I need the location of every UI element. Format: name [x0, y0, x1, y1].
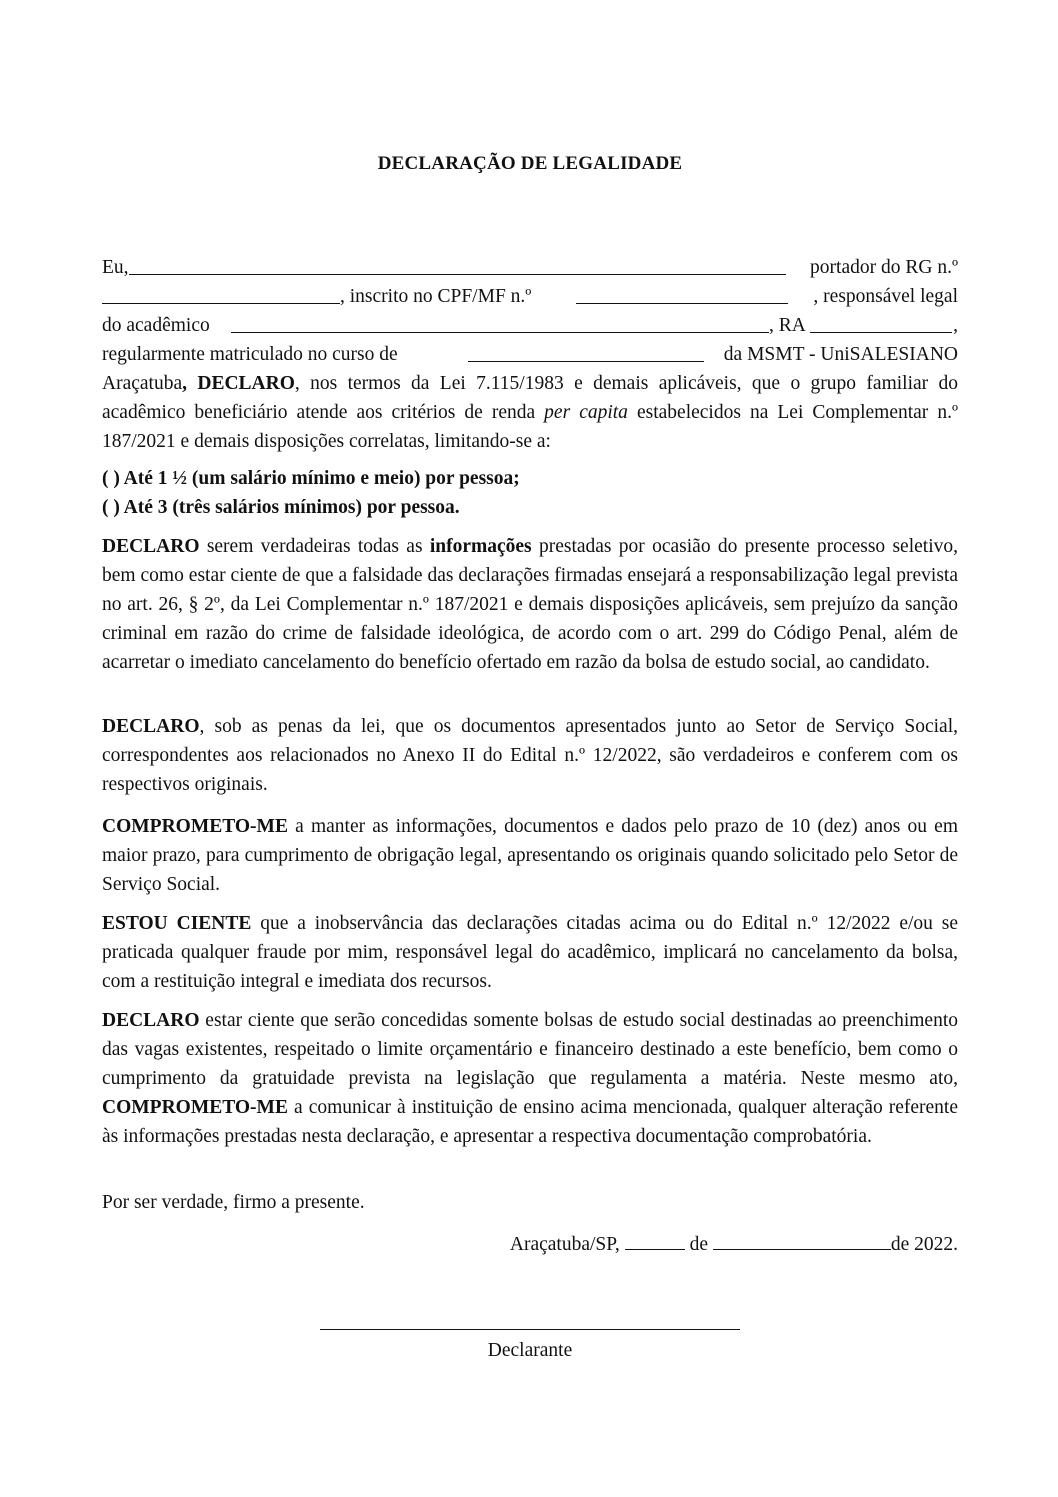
cpf-label: , inscrito no CPF/MF n.º	[340, 286, 532, 307]
student-label: do acadêmico	[102, 315, 210, 336]
option-3-salary[interactable]: ( ) Até 3 (três salários mínimos) por pessoa.	[102, 497, 460, 518]
declaro-paragraph-3	[102, 1006, 958, 1151]
ciente-paragraph	[102, 909, 958, 996]
p1-text-2: prestadas por ocasião do presente processo seletivo, bem como estar ciente de que a falsidade das declarações firmadas ensejará a responsabilização legal prevista no art. 26, § 2º, da Lei Complementar n.º 187/2021 e demais disposições aplicáveis, sem prejuízo da sanção criminal em razão do crime de falsidade ideológica, de acordo com o art. 299 do Código Penal, além de acarretar o imediato cancelamento do benefício ofertado em razão da bolsa de estudo social, ao candidato.	[102, 536, 958, 673]
p5-bold-2: COMPROMETO-ME	[102, 1097, 288, 1118]
p5-bold-1: DECLARO	[102, 1010, 200, 1031]
date-year: de 2022.	[890, 1234, 958, 1255]
fill-in-section	[102, 253, 958, 369]
p1-bold-1: DECLARO	[102, 536, 200, 557]
ra-comma: ,	[953, 315, 958, 336]
responsible-label: , responsável legal	[813, 286, 958, 307]
closing-text: Por ser verdade, firmo a presente.	[102, 1192, 365, 1213]
ra-label: , RA	[769, 315, 806, 336]
rg-blank[interactable]	[102, 303, 340, 304]
student-blank[interactable]	[231, 332, 769, 333]
option-1-5-salary[interactable]: ( ) Até 1 ½ (um salário mínimo e meio) por pessoa;	[102, 468, 520, 489]
p2-bold-1: DECLARO	[102, 716, 200, 737]
p5-text-1: estar ciente que serão concedidas somente bolsas de estudo social destinadas ao preenchimento das vagas existentes, respeitado o limite orçamentário e financeiro destinado a este benefício, bem como o cumprimento da gratuidade prevista na legislação que regulamenta a matéria. Neste mesmo ato,	[102, 1010, 958, 1089]
eu-label: Eu,	[102, 257, 129, 278]
intro-per-capita: per capita	[544, 402, 628, 423]
intro-text-2: estabelecidos na Lei Complementar n.º 187/2021 e demais disposições correlatas, limitando-se a:	[102, 402, 958, 452]
intro-city: Araçatuba	[102, 373, 183, 394]
institution-label: da MSMT - UniSALESIANO	[723, 344, 958, 365]
p1-text-1: serem verdadeiras todas as	[199, 536, 430, 557]
p4-text-1: que a inobservância das declarações citadas acima ou do Edital n.º 12/2022 e/ou se praticada qualquer fraude por mim, responsável legal do acadêmico, implicará no cancelamento da bolsa, com a restituição integral e imediata dos recursos.	[102, 913, 959, 992]
fill-line-rg-cpf	[102, 282, 958, 311]
course-label: regularmente matriculado no curso de	[102, 344, 398, 365]
fill-line-name	[102, 253, 958, 282]
p3-bold-1: COMPROMETO-ME	[102, 816, 288, 837]
day-blank[interactable]	[625, 1249, 685, 1250]
p1-bold-2: informações	[429, 536, 532, 557]
cpf-blank[interactable]	[576, 303, 788, 304]
comprometo-paragraph	[102, 812, 958, 899]
declaro-paragraph-2	[102, 712, 958, 799]
p3-text-1: a manter as informações, documentos e dados pelo prazo de 10 (dez) anos ou em maior prazo, para cumprimento de obrigação legal, apresentando os originais quando solicitado pelo Setor de Serviço Social.	[102, 816, 958, 895]
p4-bold-1: ESTOU CIENTE	[102, 913, 252, 934]
date-line	[510, 1230, 958, 1259]
date-de: de	[689, 1234, 708, 1255]
declaro-paragraph-1	[102, 532, 958, 677]
date-city: Araçatuba/SP,	[509, 1234, 620, 1255]
course-blank[interactable]	[468, 361, 704, 362]
intro-text-1: , nos termos da Lei 7.115/1983 e demais aplicáveis, que o grupo familiar do acadêmico beneficiário atende aos critérios de renda	[102, 373, 959, 423]
closing-line	[102, 1188, 958, 1217]
ra-blank[interactable]	[810, 332, 952, 333]
fill-line-student	[102, 311, 958, 340]
fill-line-course	[102, 340, 958, 369]
rg-label: portador do RG n.º	[810, 257, 958, 278]
intro-paragraph	[102, 369, 958, 456]
page-title: DECLARAÇÃO DE LEGALIDADE	[377, 153, 683, 174]
p5-text-2: a comunicar à instituição de ensino acima mencionada, qualquer alteração referente às informações prestadas nesta declaração, e apresentar a respectiva documentação comprobatória.	[102, 1097, 958, 1147]
p2-text-1: , sob as penas da lei, que os documentos apresentados junto ao Setor de Serviço Social, correspondentes aos relacionados no Anexo II do Edital n.º 12/2022, são verdadeiros e conferem com os respectivos originais.	[102, 716, 958, 795]
signature-line[interactable]	[320, 1329, 740, 1330]
signature-label: Declarante	[487, 1340, 573, 1361]
month-blank[interactable]	[713, 1249, 891, 1250]
name-blank[interactable]	[129, 274, 786, 275]
intro-declaro: , DECLARO	[182, 373, 295, 394]
